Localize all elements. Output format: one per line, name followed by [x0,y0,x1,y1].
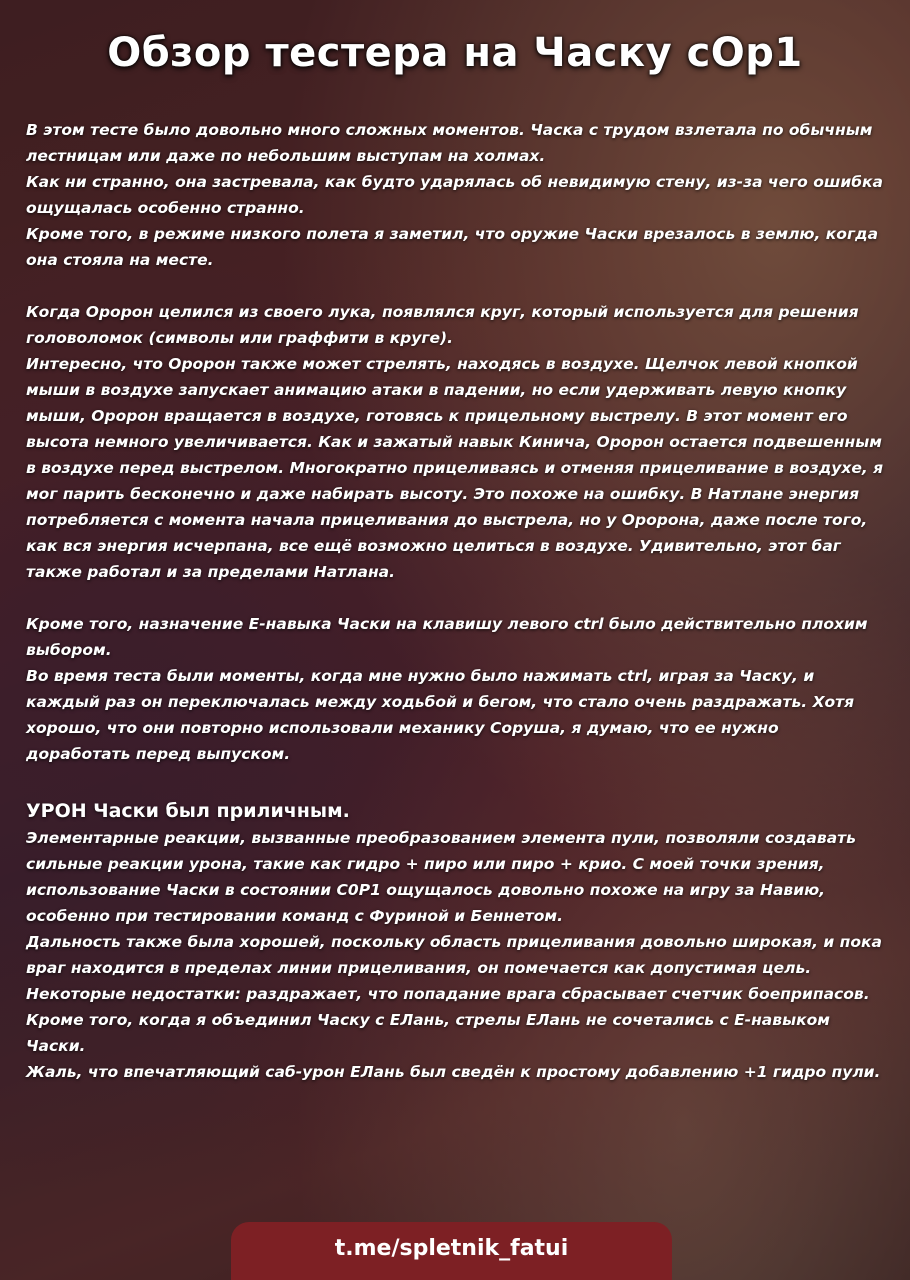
footer-link-banner[interactable] [231,1222,672,1280]
spacer [26,585,886,611]
section-heading: УРОН Часки был приличным. [26,800,350,822]
spacer [26,273,886,299]
article-body [26,117,886,1085]
page-title: Обзор тестера на Часку сОр1 [107,30,803,76]
paragraph: Кроме того, назначение Е-навыка Часки на клавишу левого ctrl было действительно плохим выбором. [26,615,868,659]
paragraph: Когда Оророн целился из своего лука, появлялся круг, который используется для решения головоломок (символы или граффити в круге). [26,303,859,347]
footer-link[interactable]: t.me/spletnik_fatui [334,1235,569,1261]
paragraph: Элементарные реакции, вызванные преобразованием элемента пули, позволяли создавать сильные реакции урона, такие как гидро + пиро или пиро + крио. С моей точки зрения, использование Часки в состоянии С0Р1 ощущалось довольно похоже на игру за Навию, особенно при тестировании команд с Фуриной и Беннетом. [26,829,856,925]
paragraph: Кроме того, когда я объединил Часку с ЕЛань, стрелы ЕЛань не сочетались с Е-навыком Часки. [26,1011,830,1055]
spacer [26,767,886,793]
paragraph: Дальность также была хорошей, поскольку область прицеливания довольно широкая, и пока враг находится в пределах линии прицеливания, он помечается как допустимая цель. [26,933,883,977]
paragraph: Во время теста были моменты, когда мне нужно было нажимать ctrl, играя за Часку, и каждый раз он переключалась между ходьбой и бегом, что стало очень раздражать. Хотя хорошо, что они повторно использовали механику Соруша, я думаю, что ее нужно доработать перед выпуском. [26,667,855,763]
paragraph: Кроме того, в режиме низкого полета я заметил, что оружие Часки врезалось в землю, когда она стояла на месте. [26,225,879,269]
paragraph: Жаль, что впечатляющий саб-урон ЕЛань был сведён к простому добавлению +1 гидро пули. [26,1063,881,1081]
paragraph: Некоторые недостатки: раздражает, что попадание врага сбрасывает счетчик боеприпасов. [26,985,870,1003]
paragraph: В этом тесте было довольно много сложных моментов. Часка с трудом взлетала по обычным лестницам или даже по небольшим выступам на холмах. [26,121,873,165]
paragraph: Как ни странно, она застревала, как будто ударялась об невидимую стену, из-за чего ошибка ощущалась особенно странно. [26,173,883,217]
paragraph: Интересно, что Оророн также может стрелять, находясь в воздухе. Щелчок левой кнопкой мыши в воздухе запускает анимацию атаки в падении, но если удерживать левую кнопку мыши, Оророн вращается в воздухе, готовясь к прицельному выстрелу. В этот момент его высота немного увеличивается. Как и зажатый навык Кинича, Оророн остается подвешенным в воздухе перед выстрелом. Многократно прицеливаясь и отменяя прицеливание в воздухе, я мог парить бесконечно и даже набирать высоту. Это похоже на ошибку. В Натлане энергия потребляется с момента начала прицеливания до выстрела, но у Ороронa, даже после того, как вся энергия исчерпана, все ещё возможно целиться в воздухе. Удивительно, этот баг также работал и за пределами Натлана. [26,355,884,581]
